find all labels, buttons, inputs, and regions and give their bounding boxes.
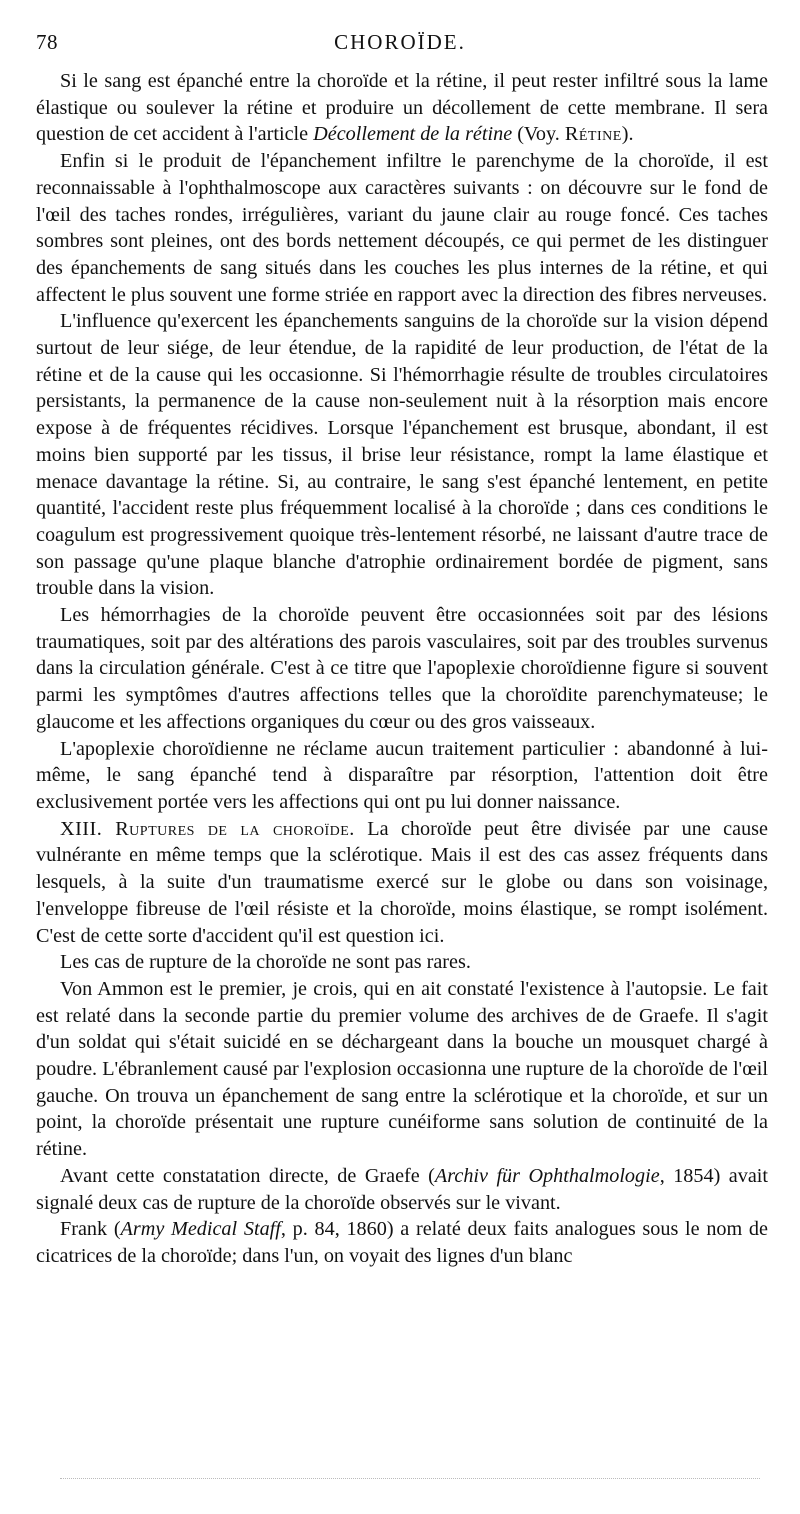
cross-reference-title: Décollement de la rétine (313, 123, 513, 146)
paragraph-9-text: Avant cette constatation directe, de Graefe ( (60, 1164, 435, 1187)
paragraph-6 (36, 816, 768, 950)
paragraph-8: Von Ammon est le premier, je crois, qui en ait constaté l'existence à l'autopsie. Le fait est relaté dans la seconde partie du premier volume des archives de de Graefe. Il s'agit d'un soldat qui s'était suicidé en se déchargeant dans la bouche un mousquet chargé à poudre. L'ébranlement causé par l'explosion occasionna une rupture de la choroïde de l'œil gauche. On trouva un épanchement de sang entre la sclérotique et la choroïde, et sur un point, la choroïde présentait une rupture cunéiforme sans solution de continuité de la rétine. (36, 977, 768, 1161)
cross-reference-entry: Rétine (564, 123, 622, 146)
paragraph-1-text-3: ). (621, 123, 634, 146)
running-title: CHOROÏDE. (334, 30, 466, 54)
page-number: 78 (36, 30, 58, 54)
paragraph-1 (36, 68, 768, 148)
paragraph-10-text-2: , p. 84, 1860) a relaté deux faits analogues sous le nom de cicatrices de la choroïde; dans l'un, on voyait des lignes d'un blanc (36, 1218, 768, 1267)
paragraph-1-text: Si le sang est épanché entre la choroïde et la rétine, il peut rester infiltré sous la lame élastique ou soulever la rétine et produire un décollement de cette membrane. Il sera question de cet accident à l'article (36, 70, 768, 146)
paragraph-2: Enfin si le produit de l'épanchement infiltre le parenchyme de la choroïde, il est reconnaissable à l'ophthalmoscope aux caractères suivants : on découvre sur le fond de l'œil des taches rondes, irrégulières, variant du jaune clair au rouge foncé. Ces taches sombres sont pleines, ont des bords nettement découpés, ce qui permet de les distinguer des épanchements de sang situés dans les couches les plus internes de la rétine, et qui affectent le plus souvent une forme striée en rapport avec la direction des fibres nerveuses. (36, 150, 768, 306)
paragraph-1-text-2: (Voy. (512, 123, 565, 146)
body-text (36, 68, 768, 1270)
journal-title: Archiv für Ophthalmologie (434, 1164, 660, 1187)
paragraph-5: L'apoplexie choroïdienne ne réclame aucun traitement particulier : abandonné à lui-même, le sang épanché tend à disparaître par résorption, l'attention doit être exclusivement portée vers les affections qui ont pu lui donner naissance. (36, 737, 768, 813)
paragraph-9 (36, 1163, 768, 1216)
paragraph-6-text: La choroïde peut être divisée par une cause vulnérante en même temps que la sclérotique. Mais il est des cas assez fréquents dans lesquels, à la suite d'un traumatisme exercé sur le globe ou dans son voisinage, l'enveloppe fibreuse de l'œil résiste et la choroïde, moins élastique, se rompt isolément. C'est de cette sorte d'accident qu'il est question ici. (36, 817, 768, 947)
section-heading: XIII. Ruptures de la choroïde. (60, 817, 355, 840)
bottom-bleed-through-line (60, 1478, 760, 1479)
paragraph-4: Les hémorrhagies de la choroïde peuvent être occasionnées soit par des lésions traumatiques, soit par des altérations des parois vasculaires, soit par des troubles survenus dans la circulation générale. C'est à ce titre que l'apoplexie choroïdienne figure si souvent parmi les symptômes d'autres affections telles que la choroïdite parenchymateuse; le glaucome et les affections organiques du cœur ou des gros vaisseaux. (36, 604, 768, 733)
page-header (36, 30, 764, 60)
paragraph-10 (36, 1216, 768, 1269)
paragraph-9-text-2: , 1854) avait signalé deux cas de rupture de la choroïde observés sur le vivant. (36, 1164, 768, 1214)
paragraph-7: Les cas de rupture de la choroïde ne sont pas rares. (60, 951, 471, 974)
paragraph-3: L'influence qu'exercent les épanchements sanguins de la choroïde sur la vision dépend surtout de leur siége, de leur étendue, de la rapidité de leur production, de l'état de la rétine et de la cause qui les occasionne. Si l'hémorrhagie résulte de troubles circulatoires persistants, la permanence de la cause non-seulement nuit à la résorption mais encore expose à de fréquentes récidives. Lorsque l'épanchement est brusque, abondant, il est moins bien supporté par les tissus, il brise leur résistance, rompt la lame élastique et menace davantage la rétine. Si, au contraire, le sang s'est épanché lentement, en petite quantité, l'accident reste plus fréquemment localisé à la choroïde ; dans ces conditions le coagulum est progressivement quoique très-lentement résorbé, ne laissant d'autre trace de son passage qu'une plaque blanche d'atrophie ordinairement bordée de pigment, sans trouble dans la vision. (36, 310, 768, 600)
paragraph-10-text: Frank ( (60, 1218, 121, 1241)
publication-title: Army Medical Staff (120, 1218, 281, 1241)
